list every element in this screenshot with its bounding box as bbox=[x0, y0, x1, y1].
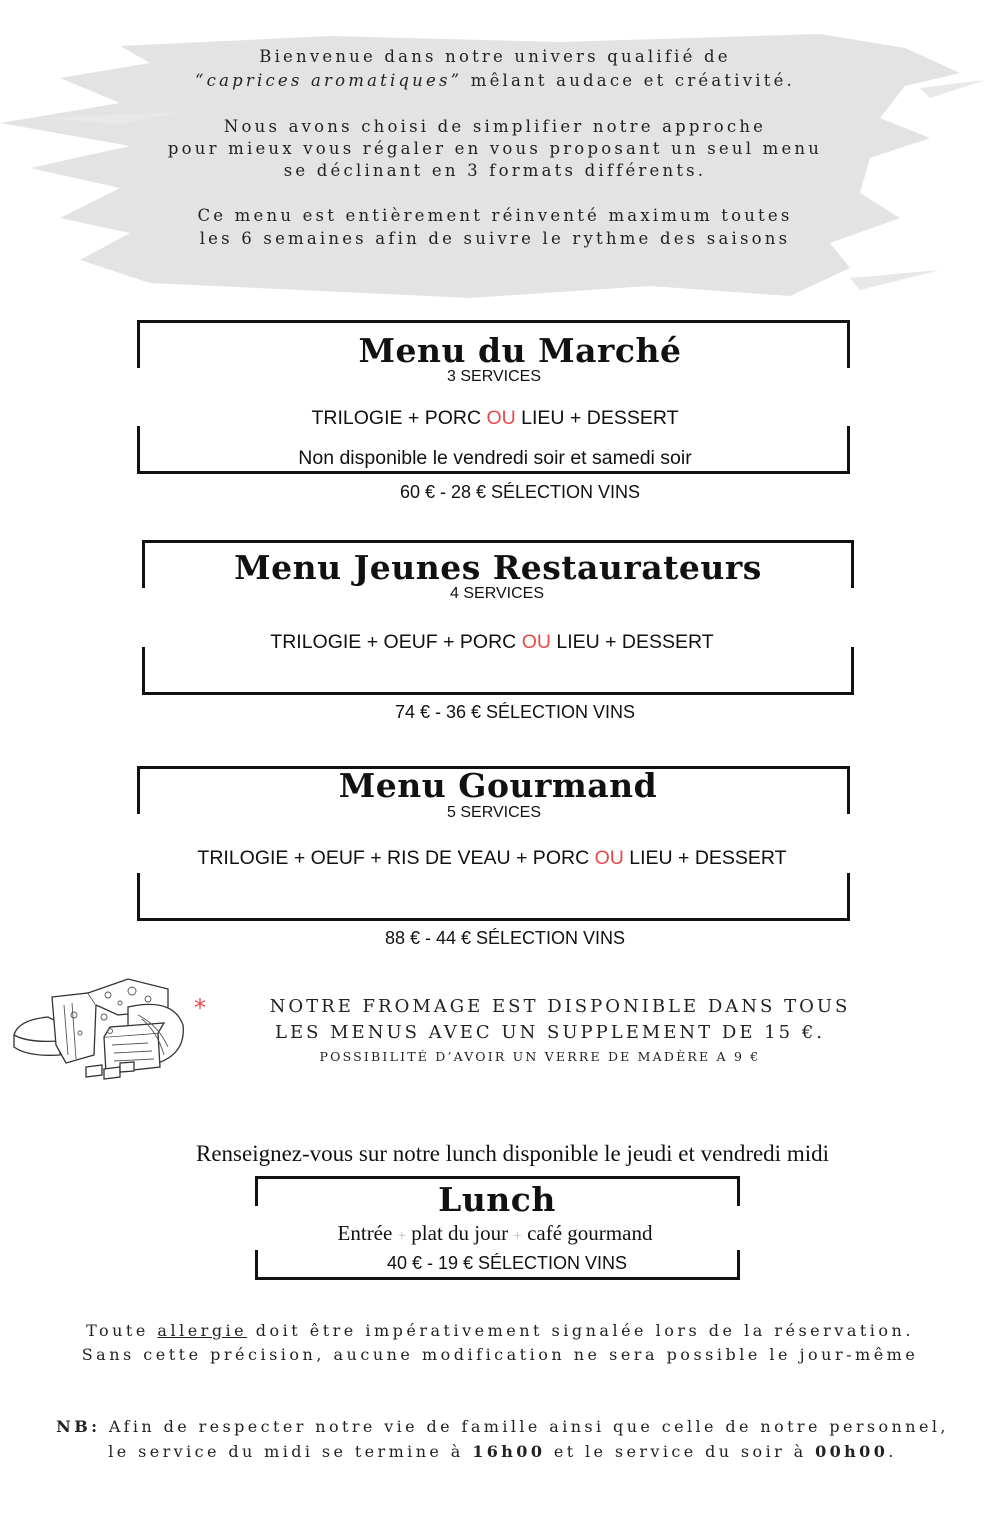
menu-gourmand-title: Menu Gourmand bbox=[338, 766, 658, 805]
lunch-courses bbox=[0, 1221, 990, 1246]
intro-line-3: Nous avons choisi de simplifier notre approche bbox=[223, 117, 767, 136]
menu-marche-courses-b: LIEU + DESSERT bbox=[515, 407, 679, 429]
cheese-illustration-icon bbox=[8, 975, 188, 1085]
menu-jeunes-title: Menu Jeunes Restaurateurs bbox=[234, 548, 762, 587]
menu-gourmand-bracket-bottom bbox=[137, 873, 850, 921]
lunch-course-plat: plat du jour bbox=[411, 1221, 509, 1245]
lunch-course-entree: Entrée bbox=[337, 1221, 393, 1245]
menu-marche-price: 60 € - 28 € SÉLECTION VINS bbox=[399, 482, 641, 502]
allergy-before: Toute bbox=[86, 1321, 158, 1340]
menu-jeunes-courses-b: LIEU + DESSERT bbox=[550, 631, 714, 653]
menu-jeunes-price: 74 € - 36 € SÉLECTION VINS bbox=[394, 702, 636, 722]
nb-text-1: Afin de respecter notre vie de famille ainsi que celle de notre personnel, bbox=[100, 1417, 949, 1436]
nb-time-soir: 00h00 bbox=[815, 1442, 889, 1461]
lunch-intro: Renseignez-vous sur notre lunch disponible le jeudi et vendredi midi bbox=[196, 1141, 829, 1166]
intro-italic-phrase: “caprices aromatiques” bbox=[195, 71, 463, 90]
menu-marche-note: Non disponible le vendredi soir et samedi soir bbox=[298, 447, 692, 469]
intro-line-2 bbox=[0, 70, 990, 92]
lunch-title: Lunch bbox=[438, 1180, 556, 1219]
menu-marche-or: OU bbox=[486, 407, 516, 429]
menu-marche-courses bbox=[0, 407, 990, 430]
nb-text-3: et le service du soir à bbox=[545, 1442, 816, 1461]
menu-jeunes-bracket-bottom bbox=[142, 647, 854, 695]
intro-line-1: Bienvenue dans notre univers qualifié de bbox=[259, 47, 731, 66]
allergy-after: doit être impérativement signalée lors de la réservation. bbox=[247, 1321, 914, 1340]
lunch-course-cafe: café gourmand bbox=[527, 1221, 653, 1245]
menu-jeunes-or: OU bbox=[521, 631, 551, 653]
lunch-plus-2: + bbox=[513, 1228, 522, 1244]
lunch-price: 40 € - 19 € SÉLECTION VINS bbox=[386, 1253, 628, 1273]
cheese-line-1: NOTRE FROMAGE EST DISPONIBLE DANS TOUS bbox=[269, 996, 851, 1017]
nb-text-2: le service du midi se termine à bbox=[108, 1442, 473, 1461]
lunch-plus-1: + bbox=[397, 1228, 407, 1244]
nb-label: NB: bbox=[56, 1417, 101, 1436]
intro-line-6: Ce menu est entièrement réinventé maximum toutes bbox=[197, 206, 793, 225]
nb-line-2 bbox=[0, 1440, 990, 1464]
menu-marche-title: Menu du Marché bbox=[358, 331, 682, 370]
cheese-line-2: LES MENUS AVEC UN SUPPLEMENT DE 15 €. bbox=[274, 1022, 826, 1043]
menu-gourmand-price: 88 € - 44 € SÉLECTION VINS bbox=[384, 928, 626, 948]
intro-line-4: pour mieux vous régaler en vous proposant un seul menu bbox=[167, 139, 823, 158]
menu-jeunes-courses-a: TRILOGIE + OEUF + PORC bbox=[270, 631, 522, 653]
menu-gourmand-courses-a: TRILOGIE + OEUF + RIS DE VEAU + PORC bbox=[197, 847, 595, 869]
cheese-line-3: POSSIBILITÉ D’AVOIR UN VERRE DE MADÈRE A 9 € bbox=[319, 1049, 761, 1064]
allergy-word: allergie bbox=[157, 1321, 248, 1340]
nb-text-4: . bbox=[888, 1442, 897, 1461]
menu-gourmand-or: OU bbox=[594, 847, 624, 869]
menu-jeunes-services: 4 SERVICES bbox=[450, 585, 544, 602]
menu-marche-services: 3 SERVICES bbox=[447, 368, 541, 385]
intro-line-7: les 6 semaines afin de suivre le rythme des saisons bbox=[199, 229, 791, 248]
intro-line-2-rest: mêlant audace et créativité. bbox=[462, 71, 795, 90]
cheese-asterisk: * bbox=[194, 994, 206, 1022]
menu-jeunes-courses bbox=[0, 631, 984, 654]
allergy-line-2: Sans cette précision, aucune modification ne sera possible le jour-même bbox=[81, 1345, 919, 1364]
nb-line-1 bbox=[0, 1415, 990, 1439]
nb-time-midi: 16h00 bbox=[472, 1442, 546, 1461]
menu-gourmand-courses bbox=[0, 847, 984, 870]
menu-gourmand-services: 5 SERVICES bbox=[447, 804, 541, 821]
menu-gourmand-courses-b: LIEU + DESSERT bbox=[623, 847, 787, 869]
menu-marche-courses-a: TRILOGIE + PORC bbox=[311, 407, 487, 429]
intro-line-5: se déclinant en 3 formats différents. bbox=[283, 161, 707, 180]
allergy-line-1 bbox=[0, 1319, 990, 1343]
